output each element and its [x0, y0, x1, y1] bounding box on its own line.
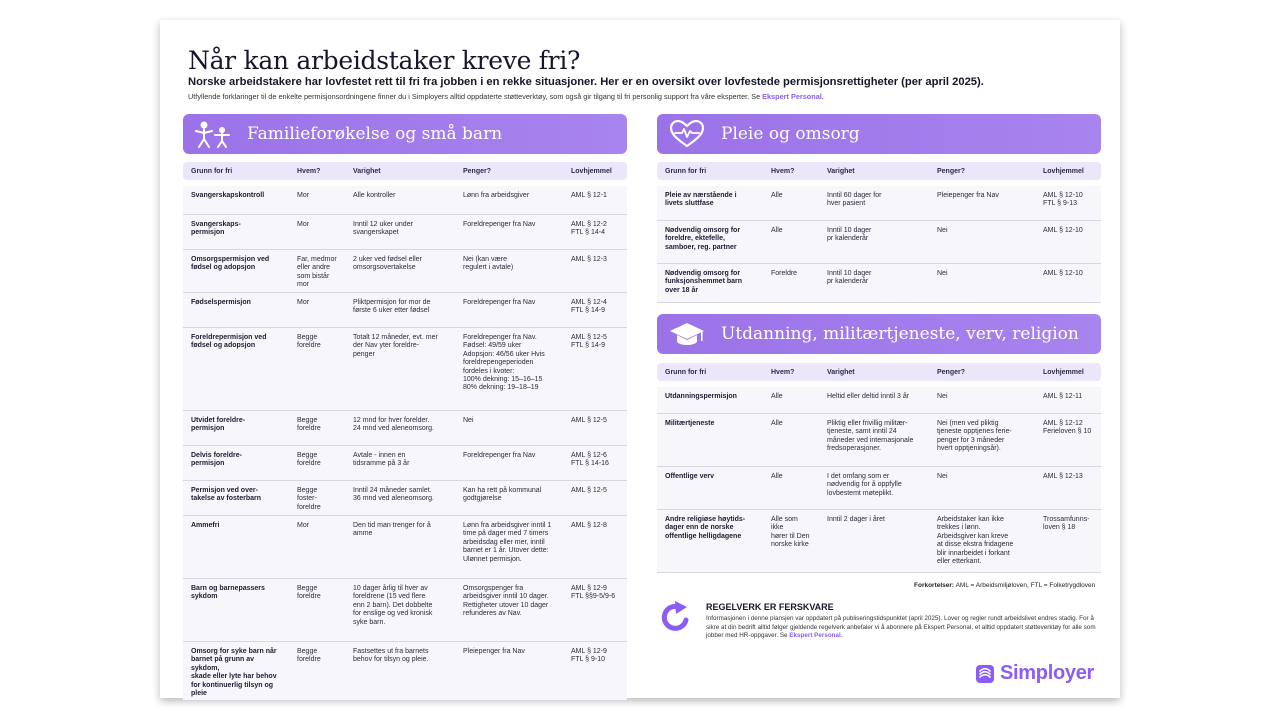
cell-varighet: 12 mnd for hver forelder. 24 mnd ved aleneomsorg. [345, 411, 455, 446]
intro-text [188, 92, 824, 101]
simployer-logo-text: Simployer [1000, 662, 1094, 684]
col-header-penger: Penger? [455, 162, 563, 180]
cell-lov: AML § 12-5 FTL § 14-9 [563, 328, 627, 411]
cell-penger: Nei (men ved pliktig tjeneste opptjenes ferie- penger for 3 måneder hvert opptjeningsår). [929, 414, 1035, 467]
col-header-varighet: Varighet [819, 363, 929, 381]
cell-grunn: Fødselspermisjon [183, 293, 289, 328]
abbreviations-note [914, 582, 1095, 589]
cell-varighet: 2 uker ved fødsel eller omsorgsovertakelse [345, 250, 455, 293]
cell-penger: Nei [929, 467, 1035, 510]
col-header-penger: Penger? [929, 363, 1035, 381]
cell-lov: AML § 12-12 Ferieloven § 10 [1035, 414, 1101, 467]
cell-hvem: Far, medmor eller andre som bistår mor [289, 250, 345, 293]
cell-varighet: 10 dager årlig til hver av foreldrene (15 ved flere enn 2 barn). Det dobbelte for enslige og ved kronisk syke barn. [345, 579, 455, 642]
cell-hvem: Mor [289, 215, 345, 250]
table-row [183, 215, 627, 250]
cell-hvem: Alle [763, 467, 819, 510]
cell-lov: AML § 12-5 [563, 481, 627, 516]
cell-lov: AML § 12-5 [563, 411, 627, 446]
cell-penger: Foreldrepenger fra Nav [455, 446, 563, 481]
simployer-logo-icon [976, 665, 994, 683]
cell-grunn: Utvidet foreldre- permisjon [183, 411, 289, 446]
cell-varighet: Inntil 12 uker under svangerskapet [345, 215, 455, 250]
cell-penger: Lønn fra arbeidsgiver [455, 186, 563, 215]
col-header-hvem: Hvem? [763, 162, 819, 180]
cell-grunn: Militærtjeneste [657, 414, 763, 467]
cell-varighet: Inntil 2 dager i året [819, 510, 929, 573]
col-header-varighet: Varighet [819, 162, 929, 180]
table-row [183, 516, 627, 579]
family-table [183, 162, 627, 701]
table-header-row [183, 162, 627, 180]
simployer-logo [976, 662, 1094, 685]
cell-penger: Nei [455, 411, 563, 446]
intro-body: Utfyllende forklaringer til de enkelte permisjonsordningene finner du i Simployers alltid oppdaterte støtteverktøy, som også gir tilgang til fri personlig support fra våre eksperter. Se [188, 92, 761, 101]
page-subtitle: Norske arbeidstakere har lovfestet rett til fri fra jobben i en rekke situasjoner. Her er en oversikt over lovfestede permisjonsrettigheter (per april 2025). [188, 76, 984, 88]
cell-grunn: Svangerskapskontroll [183, 186, 289, 215]
care-table [657, 162, 1101, 303]
cell-grunn: Offentlige verv [657, 467, 763, 510]
cell-lov: AML § 12-10 FTL § 9-13 [1035, 186, 1101, 221]
cell-varighet: Avtale - innen en tidsramme på 3 år [345, 446, 455, 481]
table-row [183, 250, 627, 293]
col-header-hvem: Hvem? [763, 363, 819, 381]
cell-penger: Foreldrepenger fra Nav [455, 293, 563, 328]
table-row [657, 387, 1101, 414]
care-section-banner [657, 114, 1101, 154]
table-row [183, 293, 627, 328]
col-header-lovhjemmel: Lovhjemmel [1035, 363, 1101, 381]
cell-varighet: Den tid man trenger for å amme [345, 516, 455, 579]
cell-penger: Nei [929, 387, 1035, 414]
col-header-varighet: Varighet [345, 162, 455, 180]
education-section-banner [657, 314, 1101, 354]
cell-penger: Nei [929, 264, 1035, 303]
cell-lov: AML § 12-3 [563, 250, 627, 293]
col-header-hvem: Hvem? [289, 162, 345, 180]
cell-lov: AML § 12-9 FTL §§9-5/9-6 [563, 579, 627, 642]
table-row [183, 446, 627, 481]
cell-varighet: Alle kontroller [345, 186, 455, 215]
education-section-title: Utdanning, militærtjeneste, verv, religion [721, 324, 1079, 344]
col-header-lovhjemmel: Lovhjemmel [563, 162, 627, 180]
table-row [657, 414, 1101, 467]
table-row [183, 481, 627, 516]
table-row [657, 186, 1101, 221]
rules-ekspert-personal-link[interactable]: Ekspert Personal. [789, 632, 843, 640]
cell-penger: Omsorgspenger fra arbeidsgiver inntil 10 dager. Rettigheter utover 10 dager refunderes av Nav. [455, 579, 563, 642]
cell-hvem: Foreldre [763, 264, 819, 303]
cell-hvem: Begge foreldre [289, 579, 345, 642]
cell-lov: AML § 12-10 [1035, 264, 1101, 303]
cell-grunn: Nødvendig omsorg for foreldre, ektefelle, samboer, reg. partner [657, 221, 763, 264]
cell-grunn: Ammefri [183, 516, 289, 579]
table-row [657, 510, 1101, 573]
cell-hvem: Alle som ikke hører til Den norske kirke [763, 510, 819, 573]
cell-varighet: Heltid eller deltid inntil 3 år [819, 387, 929, 414]
cell-hvem: Alle [763, 414, 819, 467]
cell-grunn: Permisjon ved over- takelse av fosterbarn [183, 481, 289, 516]
family-section-banner [183, 114, 627, 154]
cell-varighet: Inntil 60 dager for hver pasient [819, 186, 929, 221]
table-row [183, 411, 627, 446]
cell-lov: AML § 12-1 [563, 186, 627, 215]
col-header-grunn: Grunn for fri [657, 363, 763, 381]
cell-grunn: Andre religiøse høytids- dager enn de norske offentlige helligdagene [657, 510, 763, 573]
col-header-lovhjemmel: Lovhjemmel [1035, 162, 1101, 180]
cell-hvem: Mor [289, 186, 345, 215]
cell-penger: Kan ha rett på kommunal godtgjørelse [455, 481, 563, 516]
cell-hvem: Alle [763, 221, 819, 264]
cell-penger: Foreldrepenger fra Nav. Fødsel: 49/59 uker Adopsjon: 46/56 uker Hvis foreldrepengeperioden fordeles i kvoter: 100% dekning: 15–16–15 80% dekning: 19–18–19 [455, 328, 563, 411]
cell-lov: AML § 12-11 [1035, 387, 1101, 414]
cell-grunn: Svangerskaps- permisjon [183, 215, 289, 250]
cell-hvem: Begge foreldre [289, 328, 345, 411]
abbreviations-label: Forkortelser: [914, 582, 955, 589]
parent-child-icon [193, 120, 233, 148]
cell-penger: Nei (kan være regulert i avtale) [455, 250, 563, 293]
table-row [657, 467, 1101, 510]
cell-varighet: Inntil 10 dager pr kalenderår [819, 264, 929, 303]
ekspert-personal-link[interactable]: Ekspert Personal. [762, 92, 824, 101]
cell-lov: AML § 12-9 FTL § 9-10 [563, 642, 627, 701]
cell-grunn: Utdanningspermisjon [657, 387, 763, 414]
col-header-grunn: Grunn for fri [657, 162, 763, 180]
cell-hvem: Begge foreldre [289, 642, 345, 701]
rules-notice-title: REGELVERK ER FERSKVARE [706, 602, 834, 612]
cell-grunn: Omsorg for syke barn når barnet på grunn av sykdom, skade eller lyte har behov for kontinuerlig tilsyn og pleie [183, 642, 289, 701]
care-section-title: Pleie og omsorg [721, 124, 860, 144]
cell-varighet: I det omfang som er nødvendig for å oppfylle lovbestemt møteplikt. [819, 467, 929, 510]
poster-sheet [160, 20, 1120, 698]
table-row [183, 642, 627, 701]
cell-grunn: Omsorgspermisjon ved fødsel og adopsjon [183, 250, 289, 293]
cell-penger: Pleiepenger fra Nav [455, 642, 563, 701]
cell-hvem: Begge foreldre [289, 446, 345, 481]
cell-hvem: Alle [763, 387, 819, 414]
table-row [183, 186, 627, 215]
cell-varighet: Fastsettes ut fra barnets behov for tilsyn og pleie. [345, 642, 455, 701]
table-row [657, 221, 1101, 264]
cell-grunn: Pleie av nærstående i livets sluttfase [657, 186, 763, 221]
family-section-title: Familieforøkelse og små barn [247, 124, 503, 144]
table-row [183, 328, 627, 411]
cell-lov: AML § 12-6 FTL § 14-16 [563, 446, 627, 481]
cell-penger: Arbeidstaker kan ikke trekkes i lønn. Arbeidsgiver kan kreve at disse ekstra fridagene blir innarbeidet i forkant eller etterkant. [929, 510, 1035, 573]
cell-lov: AML § 12-13 [1035, 467, 1101, 510]
cell-hvem: Mor [289, 516, 345, 579]
cell-hvem: Begge foreldre [289, 411, 345, 446]
cell-hvem: Mor [289, 293, 345, 328]
cell-grunn: Nødvendig omsorg for funksjonshemmet barn over 18 år [657, 264, 763, 303]
rules-notice-text [706, 615, 1098, 641]
cell-varighet: Pliktpermisjon for mor de første 6 uker etter fødsel [345, 293, 455, 328]
cell-penger: Nei [929, 221, 1035, 264]
refresh-icon [660, 600, 692, 634]
cell-lov: AML § 12-8 [563, 516, 627, 579]
table-row [657, 264, 1101, 303]
cell-hvem: Begge foster- foreldre [289, 481, 345, 516]
cell-penger: Pleiepenger fra Nav [929, 186, 1035, 221]
cell-varighet: Totalt 12 måneder, evt. mer der Nav yter foreldre- penger [345, 328, 455, 411]
cell-lov: AML § 12-4 FTL § 14-9 [563, 293, 627, 328]
col-header-penger: Penger? [929, 162, 1035, 180]
cell-hvem: Alle [763, 186, 819, 221]
education-table [657, 363, 1101, 573]
cell-lov: AML § 12-10 [1035, 221, 1101, 264]
cell-penger: Lønn fra arbeidsgiver inntil 1 time på dager med 7 timers arbeidsdag eller mer, inntil barnet er 1 år. Utover dette: Ulønnet permisjon. [455, 516, 563, 579]
cell-varighet: Inntil 10 dager pr kalenderår [819, 221, 929, 264]
cell-varighet: Inntil 24 måneder samlet. 36 mnd ved aleneomsorg. [345, 481, 455, 516]
cell-lov: AML § 12-2 FTL § 14-4 [563, 215, 627, 250]
cell-grunn: Delvis foreldre- permisjon [183, 446, 289, 481]
rules-notice-body: Informasjonen i denne plansjen var oppdatert på publiseringstidspunktet (april 2025). Lover og regler rundt arbeidslivet endres stadig. For å sikre at din bedrift alltid følger gjeldende regelverk anbefaler vi å abonnere på Ekspert Personal, et alltid oppdatert støtteverktøy for alle som jobber med HR-oppgaver. Se [706, 615, 1096, 640]
abbreviations-text: AML = Arbeidsmiljøloven, FTL = Folketrygdloven [955, 582, 1096, 589]
cell-grunn: Barn og barnepassers sykdom [183, 579, 289, 642]
table-header-row [657, 162, 1101, 180]
graduation-cap-icon [667, 320, 707, 348]
table-header-row [657, 363, 1101, 381]
heart-pulse-icon [667, 120, 707, 148]
col-header-grunn: Grunn for fri [183, 162, 289, 180]
cell-grunn: Foreldrepermisjon ved fødsel og adopsjon [183, 328, 289, 411]
cell-lov: Trossamfunns- loven § 18 [1035, 510, 1101, 573]
table-row [183, 579, 627, 642]
cell-penger: Foreldrepenger fra Nav [455, 215, 563, 250]
cell-varighet: Pliktig eller frivillig militær- tjeneste, samt inntil 24 måneder ved internasjonale fredsoperasjoner. [819, 414, 929, 467]
page-title: Når kan arbeidstaker kreve fri? [188, 46, 581, 75]
